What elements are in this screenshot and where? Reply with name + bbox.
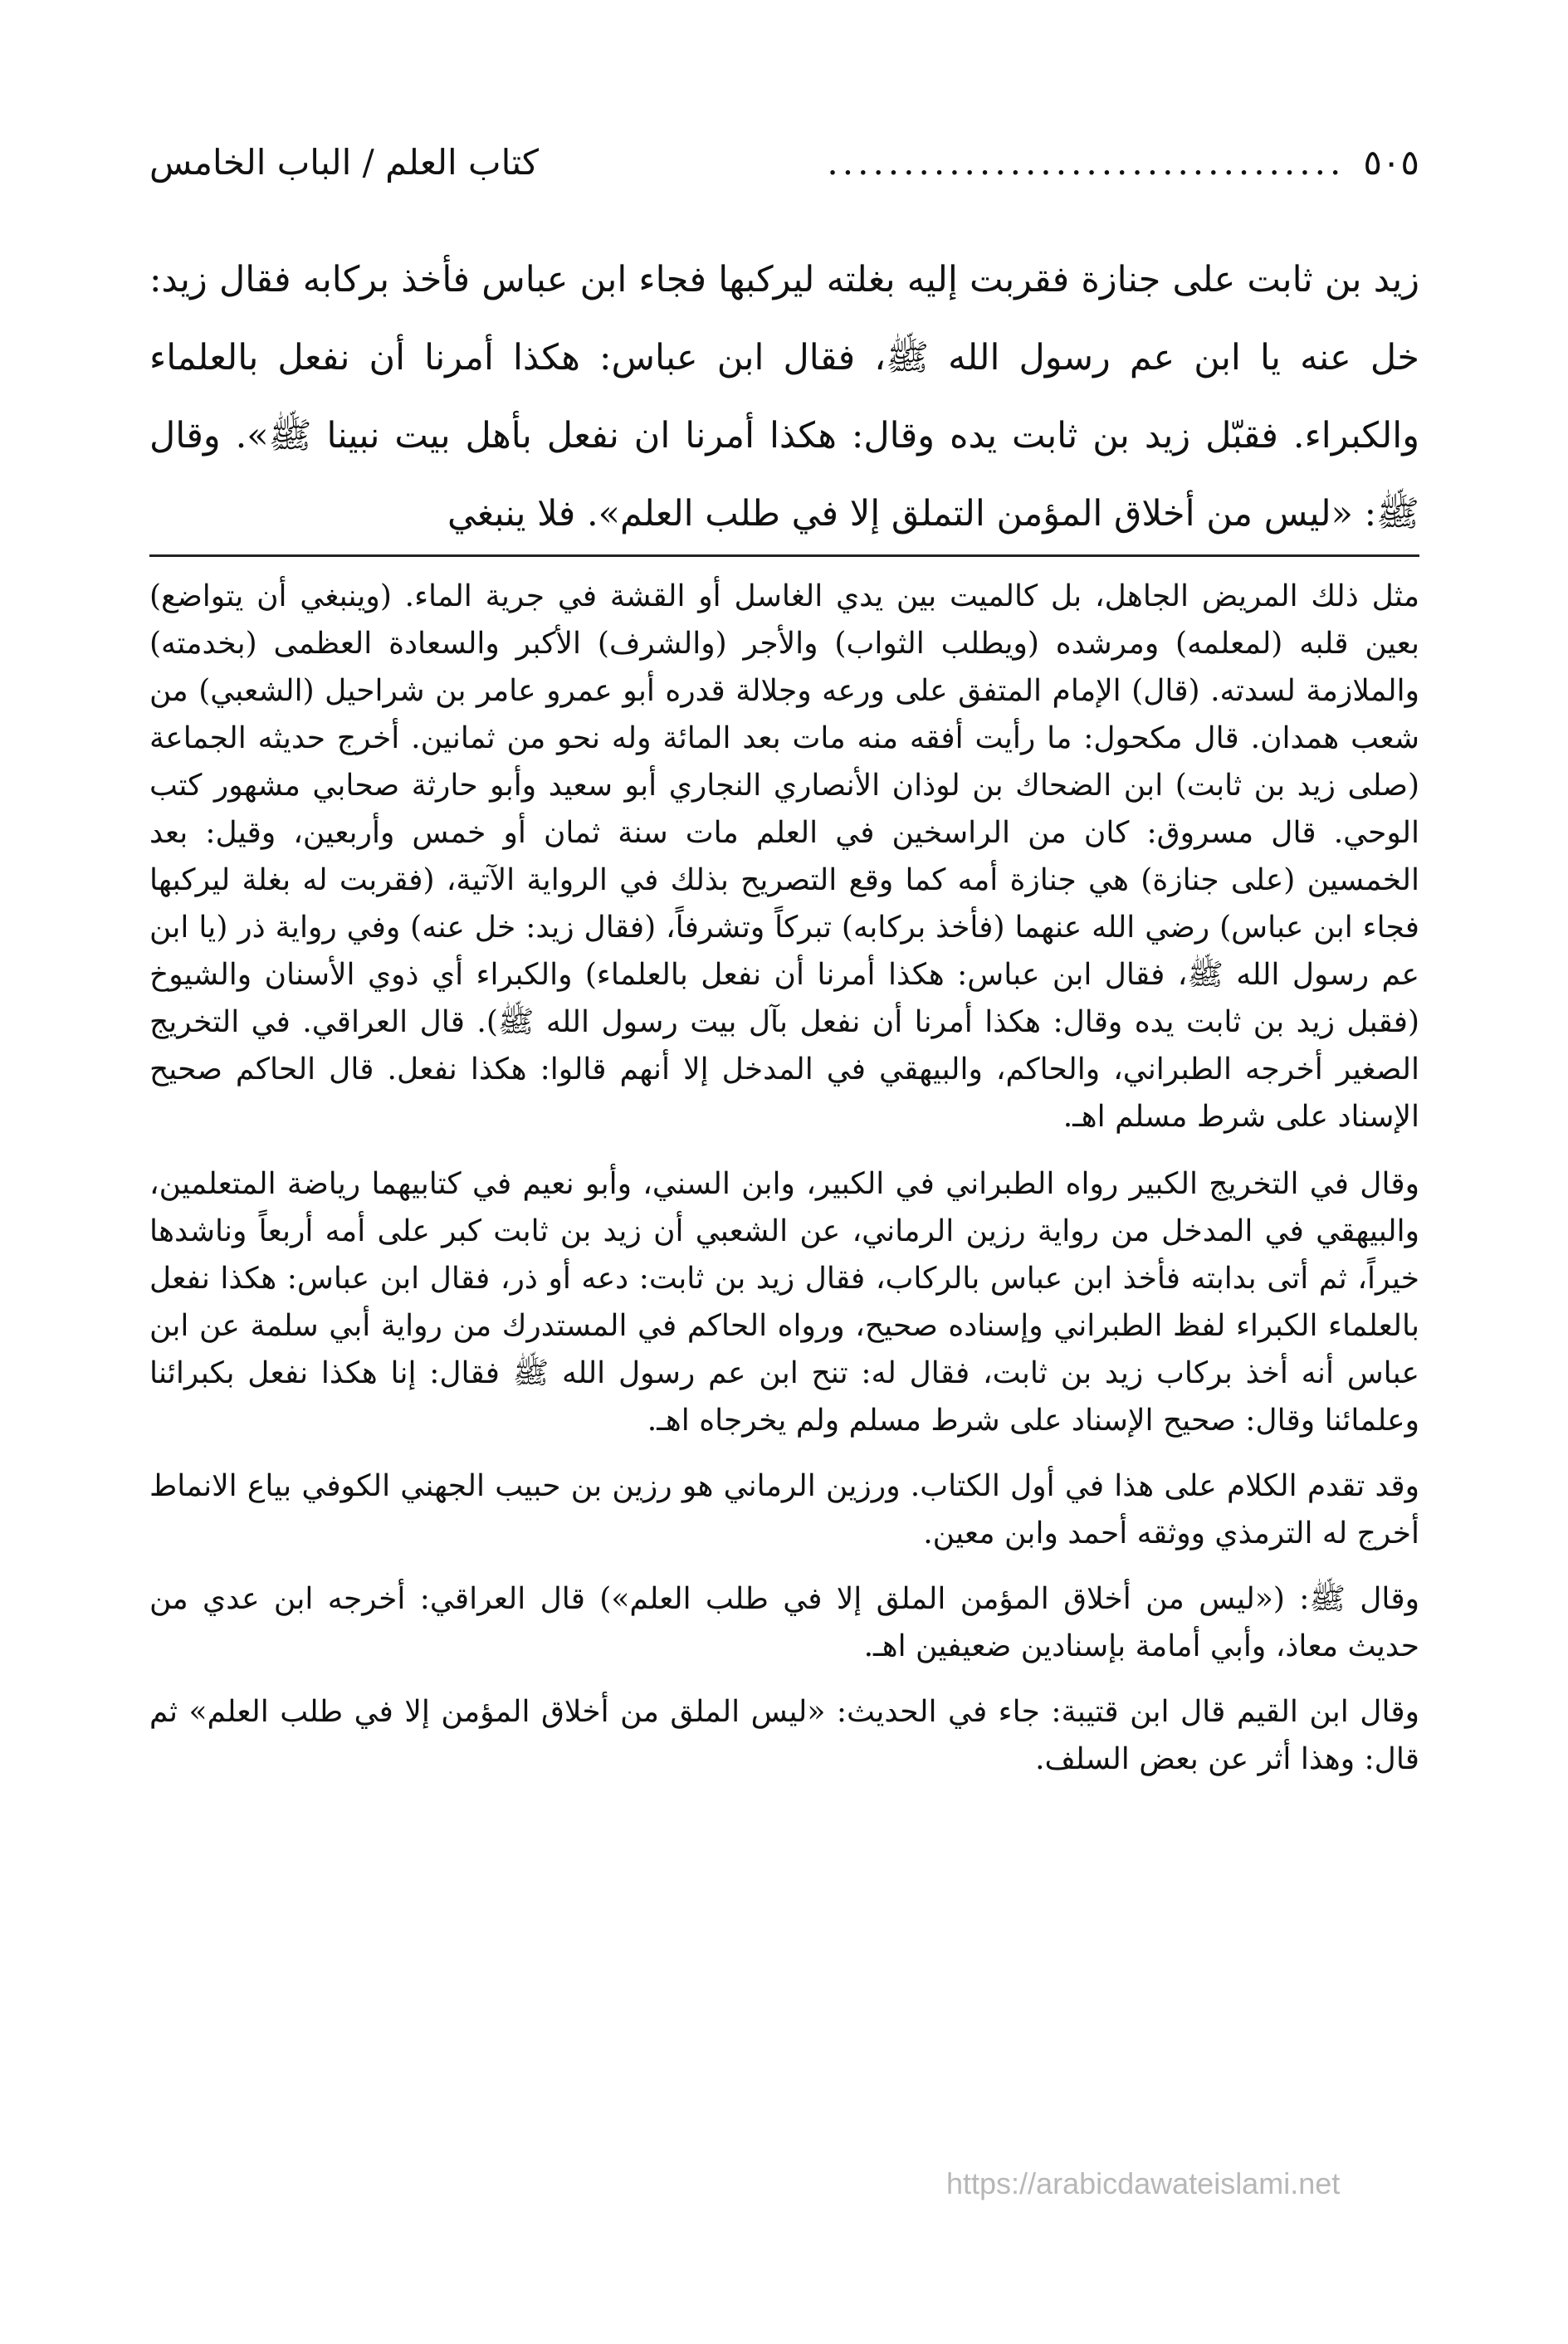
page-header [149, 133, 1419, 191]
commentary-paragraph-1: مثل ذلك المريض الجاهل، بل كالميت بين يدي الغاسل أو القشة في جرية الماء. (وينبغي أن يتواضع) بعين قلبه (لمعلمه) ومرشده (ويطلب الثواب) والأجر (والشرف) الأكبر والسعادة العظمى (بخدمته) والملازمة لسدته. (قال) الإمام المتفق على ورعه وجلالة قدره أبو عمرو عامر بن شراحيل (الشعبي) من شعب همدان. قال مكحول: ما رأيت أفقه منه مات بعد المائة وله نحو من ثمانين. أخرج حديثه الجماعة (صلى زيد بن ثابت) ابن الضحاك بن لوذان الأنصاري النجاري أبو سعيد وأبو حارثة صحابي مشهور كتب الوحي. قال مسروق: كان من الراسخين في العلم مات سنة ثمان أو خمس وأربعين، وقيل: بعد الخمسين (على جنازة) هي جنازة أمه كما وقع التصريح بذلك في الرواية الآتية، (فقربت له بغلة ليركبها فجاء ابن عباس) رضي الله عنهما (فأخذ بركابه) تبركاً وتشرفاً، (فقال زيد: خل عنه) وفي رواية ذر (يا ابن عم رسول الله ﷺ، فقال ابن عباس: هكذا أمرنا أن نفعل بالعلماء) والكبراء أي ذوي الأسنان والشيوخ (فقبل زيد بن ثابت يده وقال: هكذا أمرنا أن نفعل بآل بيت رسول الله ﷺ). قال العراقي. في التخريج الصغير أخرجه الطبراني، والحاكم، والبيهقي في المدخل إلا أنهم قالوا: هكذا نفعل. قال الحاكم صحيح الإسناد على شرط مسلم اهـ. [149, 579, 1419, 1134]
leader-dots: .................................. [827, 141, 1346, 183]
commentary-paragraph-3: وقد تقدم الكلام على هذا في أول الكتاب. ورزين الرماني هو رزين بن حبيب الجهني الكوفي بياع الانماط أخرج له الترمذي ووثقه أحمد وابن معين. [149, 1469, 1420, 1550]
running-title: كتاب العلم / الباب الخامس [149, 141, 540, 183]
footnote-separator-rule [149, 554, 1419, 557]
commentary-paragraph-2: وقال في التخريج الكبير رواه الطبراني في الكبير، وابن السني، وأبو نعيم في كتابيهما رياضة المتعلمين، والبيهقي في المدخل من رواية رزين الرماني، عن الشعبي أن زيد بن ثابت كبر على أمه أربعاً وناشدها خيراً، ثم أتى بدابته فأخذ ابن عباس بالركاب، فقال زيد بن ثابت: دعه أو ذر، فقال ابن عباس: هكذا نفعل بالعلماء الكبراء لفظ الطبراني وإسناده صحيح، ورواه الحاكم في المستدرك من رواية أبي سلمة عن ابن عباس أنه أخذ بركاب زيد بن ثابت، فقال له: تنح ابن عم رسول الله ﷺ فقال: إنا هكذا نفعل بكبرائنا وعلمائنا وقال: صحيح الإسناد على شرط مسلم ولم يخرجاه اهـ. [149, 1167, 1420, 1438]
watermark-url: https://arabicdawateislami.net [946, 2166, 1341, 2200]
commentary-paragraph-4: وقال ﷺ: («ليس من أخلاق المؤمن الملق إلا في طلب العلم») قال العراقي: أخرجه ابن عدي من حديث معاذ، وأبي أمامة بإسنادين ضعيفين اهـ. [149, 1582, 1419, 1663]
page-number: ٥٠٥ [1363, 141, 1419, 183]
main-text-paragraph: زيد بن ثابت على جنازة فقربت إليه بغلته ليركبها فجاء ابن عباس فأخذ بركابه فقال زيد: خل عنه يا ابن عم رسول الله ﷺ، فقال ابن عباس: هكذا أمرنا أن نفعل بالعلماء والكبراء. فقبّل زيد بن ثابت يده وقال: هكذا أمرنا ان نفعل بأهل بيت نبينا ﷺ». وقال ﷺ: «ليس من أخلاق المؤمن التملق إلا في طلب العلم». فلا ينبغي [149, 259, 1419, 535]
commentary-paragraph-5: وقال ابن القيم قال ابن قتيبة: جاء في الحديث: «ليس الملق من أخلاق المؤمن إلا في طلب العلم» ثم قال: وهذا أثر عن بعض السلف. [149, 1695, 1419, 1776]
commentary-block [149, 573, 1419, 1801]
main-text-block [149, 241, 1419, 553]
